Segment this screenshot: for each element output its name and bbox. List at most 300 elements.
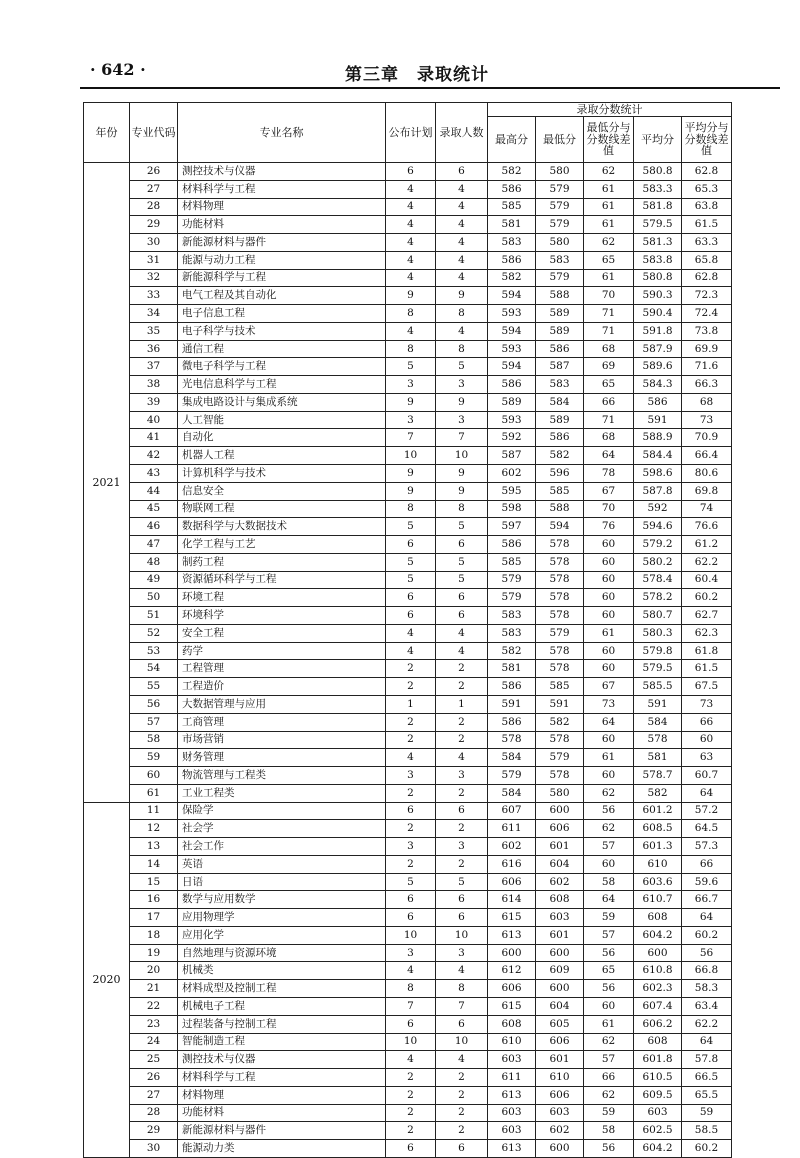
avg-diff-cell: 61.5 [682,660,732,678]
plan-cell: 5 [386,553,436,571]
avg-cell: 585.5 [634,678,682,696]
admitted-cell: 9 [436,393,488,411]
avg-cell: 579.8 [634,642,682,660]
admitted-cell: 3 [436,838,488,856]
min-cell: 591 [536,695,584,713]
plan-cell: 9 [386,465,436,483]
name-cell: 自动化 [178,429,386,447]
avg-diff-cell: 68 [682,393,732,411]
min-cell: 586 [536,429,584,447]
avg-cell: 604.2 [634,926,682,944]
table-row [84,909,732,927]
admitted-cell: 6 [436,1140,488,1158]
avg-diff-cell: 60.2 [682,589,732,607]
table-row [84,269,732,287]
avg-cell: 591 [634,695,682,713]
plan-cell: 10 [386,1033,436,1051]
name-cell: 材料物理 [178,1086,386,1104]
min-diff-cell: 66 [584,393,634,411]
code-cell: 25 [130,1051,178,1069]
name-cell: 新能源科学与工程 [178,269,386,287]
max-cell: 593 [488,340,536,358]
min-diff-cell: 60 [584,607,634,625]
name-cell: 电子信息工程 [178,305,386,323]
avg-cell: 592 [634,500,682,518]
name-cell: 环境工程 [178,589,386,607]
max-cell: 583 [488,234,536,252]
admitted-cell: 4 [436,1051,488,1069]
plan-cell: 5 [386,571,436,589]
plan-cell: 3 [386,767,436,785]
table-row [84,1069,732,1087]
name-cell: 过程装备与控制工程 [178,1015,386,1033]
avg-cell: 581 [634,749,682,767]
max-cell: 586 [488,678,536,696]
table-row [84,731,732,749]
name-cell: 财务管理 [178,749,386,767]
min-cell: 600 [536,1140,584,1158]
avg-cell: 583.8 [634,251,682,269]
plan-cell: 4 [386,322,436,340]
min-cell: 604 [536,855,584,873]
max-cell: 615 [488,909,536,927]
plan-cell: 4 [386,198,436,216]
avg-cell: 584.4 [634,447,682,465]
plan-cell: 2 [386,1104,436,1122]
min-cell: 578 [536,553,584,571]
avg-diff-cell: 61.5 [682,216,732,234]
name-cell: 应用化学 [178,926,386,944]
plan-cell: 10 [386,447,436,465]
code-cell: 56 [130,695,178,713]
min-cell: 601 [536,1051,584,1069]
name-cell: 安全工程 [178,624,386,642]
avg-cell: 580.2 [634,553,682,571]
name-cell: 日语 [178,873,386,891]
table-row [84,447,732,465]
name-cell: 新能源材料与器件 [178,234,386,252]
min-diff-cell: 57 [584,1051,634,1069]
min-cell: 578 [536,731,584,749]
avg-diff-cell: 74 [682,500,732,518]
min-diff-cell: 62 [584,1086,634,1104]
avg-cell: 580.7 [634,607,682,625]
table-row [84,1086,732,1104]
max-cell: 581 [488,660,536,678]
admitted-cell: 8 [436,980,488,998]
max-cell: 585 [488,198,536,216]
table-row [84,802,732,820]
name-cell: 工程管理 [178,660,386,678]
min-diff-cell: 78 [584,465,634,483]
code-cell: 12 [130,820,178,838]
avg-cell: 587.9 [634,340,682,358]
min-diff-cell: 71 [584,322,634,340]
name-cell: 物流管理与工程类 [178,767,386,785]
table-row [84,784,732,802]
table-row [84,873,732,891]
min-cell: 609 [536,962,584,980]
min-cell: 579 [536,749,584,767]
name-cell: 人工智能 [178,411,386,429]
min-diff-cell: 66 [584,1069,634,1087]
avg-cell: 606.2 [634,1015,682,1033]
year-cell: 2020 [84,802,130,1157]
table-row [84,340,732,358]
max-cell: 592 [488,429,536,447]
avg-cell: 580.8 [634,163,682,181]
plan-cell: 6 [386,909,436,927]
admitted-cell: 3 [436,944,488,962]
avg-cell: 579.5 [634,216,682,234]
max-cell: 582 [488,163,536,181]
avg-diff-cell: 73.8 [682,322,732,340]
avg-diff-cell: 63.8 [682,198,732,216]
avg-cell: 602.3 [634,980,682,998]
max-cell: 586 [488,376,536,394]
code-cell: 36 [130,340,178,358]
header-year: 年份 [84,103,130,163]
avg-diff-cell: 69.9 [682,340,732,358]
avg-cell: 591.8 [634,322,682,340]
max-cell: 600 [488,944,536,962]
avg-diff-cell: 62.2 [682,1015,732,1033]
min-diff-cell: 60 [584,660,634,678]
page-header [0,0,800,100]
admitted-cell: 4 [436,234,488,252]
avg-diff-cell: 64 [682,909,732,927]
name-cell: 智能制造工程 [178,1033,386,1051]
name-cell: 数学与应用数学 [178,891,386,909]
table-row [84,695,732,713]
min-cell: 600 [536,980,584,998]
max-cell: 581 [488,216,536,234]
table-row [84,376,732,394]
avg-diff-cell: 69.8 [682,482,732,500]
avg-diff-cell: 61.8 [682,642,732,660]
min-diff-cell: 57 [584,926,634,944]
plan-cell: 4 [386,1051,436,1069]
min-cell: 579 [536,216,584,234]
avg-diff-cell: 66.4 [682,447,732,465]
plan-cell: 7 [386,997,436,1015]
avg-cell: 590.3 [634,287,682,305]
code-cell: 41 [130,429,178,447]
min-diff-cell: 56 [584,802,634,820]
avg-cell: 602.5 [634,1122,682,1140]
plan-cell: 1 [386,695,436,713]
avg-diff-cell: 59.6 [682,873,732,891]
name-cell: 功能材料 [178,1104,386,1122]
avg-diff-cell: 80.6 [682,465,732,483]
name-cell: 化学工程与工艺 [178,536,386,554]
min-diff-cell: 71 [584,305,634,323]
admitted-cell: 3 [436,411,488,429]
avg-diff-cell: 65.5 [682,1086,732,1104]
admitted-cell: 2 [436,1104,488,1122]
admitted-cell: 6 [436,163,488,181]
min-cell: 584 [536,393,584,411]
plan-cell: 4 [386,216,436,234]
code-cell: 26 [130,1069,178,1087]
min-diff-cell: 60 [584,553,634,571]
table-row [84,393,732,411]
avg-cell: 607.4 [634,997,682,1015]
plan-cell: 2 [386,713,436,731]
admitted-cell: 2 [436,820,488,838]
plan-cell: 4 [386,642,436,660]
table-row [84,589,732,607]
admitted-cell: 4 [436,642,488,660]
avg-cell: 610 [634,855,682,873]
min-diff-cell: 65 [584,376,634,394]
admitted-cell: 4 [436,962,488,980]
table-row [84,855,732,873]
admitted-cell: 2 [436,678,488,696]
header-min-diff: 最低分与分数线差值 [584,117,634,163]
plan-cell: 3 [386,376,436,394]
min-diff-cell: 60 [584,642,634,660]
name-cell: 微电子科学与工程 [178,358,386,376]
code-cell: 29 [130,1122,178,1140]
min-cell: 578 [536,536,584,554]
avg-cell: 578.7 [634,767,682,785]
min-cell: 578 [536,589,584,607]
min-diff-cell: 67 [584,678,634,696]
admitted-cell: 2 [436,1122,488,1140]
min-diff-cell: 58 [584,873,634,891]
min-cell: 601 [536,838,584,856]
header-plan: 公布计划 [386,103,436,163]
avg-cell: 579.5 [634,660,682,678]
name-cell: 测控技术与仪器 [178,163,386,181]
min-diff-cell: 61 [584,1015,634,1033]
avg-diff-cell: 64 [682,1033,732,1051]
admitted-cell: 5 [436,358,488,376]
plan-cell: 9 [386,393,436,411]
min-cell: 585 [536,678,584,696]
avg-diff-cell: 63.3 [682,234,732,252]
max-cell: 594 [488,287,536,305]
avg-cell: 578 [634,731,682,749]
avg-diff-cell: 58.5 [682,1122,732,1140]
min-diff-cell: 61 [584,198,634,216]
min-cell: 594 [536,518,584,536]
table-row [84,624,732,642]
max-cell: 582 [488,269,536,287]
admitted-cell: 2 [436,660,488,678]
min-cell: 579 [536,198,584,216]
avg-cell: 600 [634,944,682,962]
min-cell: 588 [536,287,584,305]
admitted-cell: 5 [436,571,488,589]
min-cell: 610 [536,1069,584,1087]
min-diff-cell: 61 [584,180,634,198]
avg-diff-cell: 62.3 [682,624,732,642]
avg-cell: 608.5 [634,820,682,838]
min-diff-cell: 65 [584,251,634,269]
table-row [84,198,732,216]
max-cell: 597 [488,518,536,536]
avg-diff-cell: 73 [682,695,732,713]
admitted-cell: 4 [436,624,488,642]
avg-diff-cell: 70.9 [682,429,732,447]
table-row [84,180,732,198]
name-cell: 集成电路设计与集成系统 [178,393,386,411]
admitted-cell: 2 [436,1086,488,1104]
max-cell: 583 [488,624,536,642]
admitted-cell: 9 [436,465,488,483]
max-cell: 598 [488,500,536,518]
code-cell: 52 [130,624,178,642]
table-row [84,1104,732,1122]
min-cell: 585 [536,482,584,500]
table-row [84,287,732,305]
min-cell: 583 [536,376,584,394]
avg-diff-cell: 67.5 [682,678,732,696]
table-row [84,660,732,678]
avg-diff-cell: 60.4 [682,571,732,589]
max-cell: 587 [488,447,536,465]
name-cell: 市场营销 [178,731,386,749]
admitted-cell: 5 [436,553,488,571]
min-diff-cell: 64 [584,891,634,909]
plan-cell: 6 [386,891,436,909]
max-cell: 579 [488,589,536,607]
min-diff-cell: 69 [584,358,634,376]
code-cell: 46 [130,518,178,536]
max-cell: 586 [488,713,536,731]
header-score-group: 录取分数统计 [488,103,732,117]
min-cell: 588 [536,500,584,518]
min-cell: 580 [536,234,584,252]
admitted-cell: 5 [436,518,488,536]
table-row [84,944,732,962]
table-row [84,536,732,554]
code-cell: 43 [130,465,178,483]
code-cell: 23 [130,1015,178,1033]
table-row [84,678,732,696]
avg-cell: 581.3 [634,234,682,252]
avg-diff-cell: 60.2 [682,1140,732,1158]
min-cell: 602 [536,873,584,891]
avg-cell: 582 [634,784,682,802]
admitted-cell: 2 [436,855,488,873]
code-cell: 48 [130,553,178,571]
min-cell: 606 [536,820,584,838]
plan-cell: 4 [386,269,436,287]
name-cell: 社会工作 [178,838,386,856]
page-number: · 642 · [90,60,146,79]
max-cell: 606 [488,873,536,891]
code-cell: 35 [130,322,178,340]
plan-cell: 6 [386,1015,436,1033]
plan-cell: 2 [386,660,436,678]
min-diff-cell: 56 [584,944,634,962]
plan-cell: 8 [386,500,436,518]
code-cell: 24 [130,1033,178,1051]
avg-diff-cell: 60.2 [682,926,732,944]
admitted-cell: 10 [436,1033,488,1051]
min-cell: 580 [536,784,584,802]
admitted-cell: 10 [436,926,488,944]
table-row [84,607,732,625]
min-cell: 587 [536,358,584,376]
code-cell: 34 [130,305,178,323]
min-diff-cell: 68 [584,429,634,447]
plan-cell: 4 [386,624,436,642]
name-cell: 机器人工程 [178,447,386,465]
table-row [84,518,732,536]
name-cell: 社会学 [178,820,386,838]
code-cell: 27 [130,180,178,198]
min-diff-cell: 61 [584,624,634,642]
plan-cell: 2 [386,731,436,749]
avg-diff-cell: 63 [682,749,732,767]
admitted-cell: 6 [436,891,488,909]
min-diff-cell: 59 [584,909,634,927]
avg-diff-cell: 57.2 [682,802,732,820]
avg-cell: 598.6 [634,465,682,483]
avg-diff-cell: 66.8 [682,962,732,980]
min-cell: 578 [536,660,584,678]
code-cell: 45 [130,500,178,518]
admitted-cell: 6 [436,536,488,554]
name-cell: 电气工程及其自动化 [178,287,386,305]
code-cell: 32 [130,269,178,287]
table-row [84,926,732,944]
plan-cell: 10 [386,926,436,944]
max-cell: 586 [488,536,536,554]
admitted-cell: 4 [436,749,488,767]
chapter-title: 第三章 录取统计 [345,65,489,85]
min-cell: 579 [536,180,584,198]
avg-diff-cell: 71.6 [682,358,732,376]
table-row [84,1051,732,1069]
table-row [84,767,732,785]
admitted-cell: 2 [436,784,488,802]
max-cell: 579 [488,767,536,785]
max-cell: 589 [488,393,536,411]
table-row [84,465,732,483]
min-diff-cell: 60 [584,855,634,873]
admitted-cell: 10 [436,447,488,465]
max-cell: 593 [488,411,536,429]
name-cell: 材料科学与工程 [178,180,386,198]
min-diff-cell: 60 [584,589,634,607]
min-cell: 589 [536,322,584,340]
min-cell: 586 [536,340,584,358]
table-row [84,891,732,909]
admitted-cell: 4 [436,180,488,198]
avg-cell: 580.3 [634,624,682,642]
name-cell: 信息安全 [178,482,386,500]
max-cell: 606 [488,980,536,998]
code-cell: 33 [130,287,178,305]
min-cell: 603 [536,1104,584,1122]
code-cell: 28 [130,198,178,216]
plan-cell: 3 [386,411,436,429]
plan-cell: 6 [386,163,436,181]
min-cell: 602 [536,1122,584,1140]
plan-cell: 4 [386,251,436,269]
min-diff-cell: 62 [584,1033,634,1051]
code-cell: 54 [130,660,178,678]
table-row [84,216,732,234]
code-cell: 13 [130,838,178,856]
code-cell: 26 [130,163,178,181]
max-cell: 611 [488,820,536,838]
